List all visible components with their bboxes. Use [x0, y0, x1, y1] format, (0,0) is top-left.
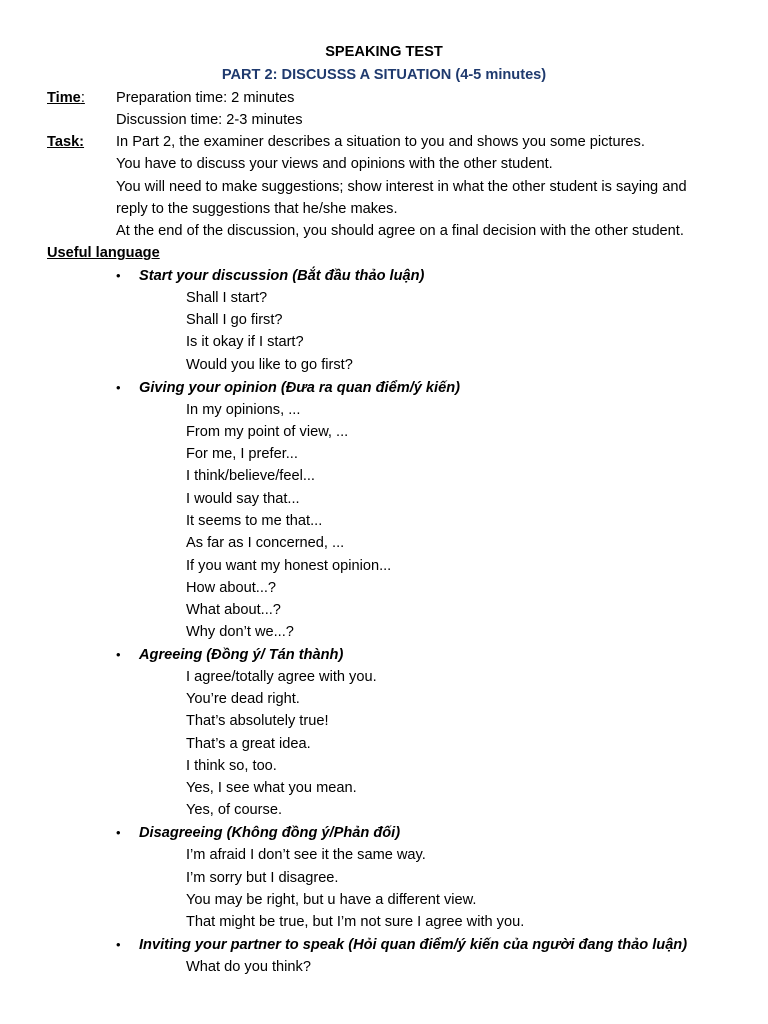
- time-line: Preparation time: 2 minutes: [116, 90, 295, 106]
- document-subtitle: PART 2: DISCUSSS A SITUATION (4-5 minutes): [221, 67, 547, 83]
- phrase-item: Yes, of course.: [186, 802, 282, 818]
- section-heading: Start your discussion (Bắt đầu thảo luận): [139, 268, 425, 284]
- section-heading: Giving your opinion (Đưa ra quan điểm/ý kiến): [139, 380, 460, 396]
- task-line: reply to the suggestions that he/she makes.: [116, 201, 398, 217]
- time-line: Discussion time: 2-3 minutes: [116, 112, 303, 128]
- useful-language-heading: Useful language: [47, 245, 160, 261]
- phrase-item: As far as I concerned, ...: [186, 535, 345, 551]
- phrase-item: In my opinions, ...: [186, 402, 301, 418]
- bullet-icon: •: [116, 380, 121, 395]
- time-label: Time:: [47, 90, 85, 106]
- phrase-item: That might be true, but I’m not sure I agree with you.: [186, 914, 525, 930]
- bullet-icon: •: [116, 937, 121, 952]
- section-heading: Disagreeing (Không đồng ý/Phản đối): [139, 825, 401, 841]
- bullet-icon: •: [116, 647, 121, 662]
- phrase-item: I’m afraid I don’t see it the same way.: [186, 847, 426, 863]
- task-line: In Part 2, the examiner describes a situation to you and shows you some pictures.: [116, 134, 645, 150]
- section-heading: Agreeing (Đồng ý/ Tán thành): [139, 647, 344, 663]
- document-title: SPEAKING TEST: [325, 44, 443, 60]
- phrase-item: Shall I go first?: [186, 312, 283, 328]
- phrase-item: What about...?: [186, 602, 281, 618]
- bullet-icon: •: [116, 825, 121, 840]
- phrase-item: That’s a great idea.: [186, 736, 311, 752]
- task-line: You have to discuss your views and opinions with the other student.: [116, 156, 553, 172]
- phrase-item: What do you think?: [186, 959, 311, 975]
- phrase-item: Shall I start?: [186, 290, 268, 306]
- section-heading: Inviting your partner to speak (Hỏi quan điểm/ý kiến của người đang thảo luận): [139, 937, 688, 953]
- phrase-item: Is it okay if I start?: [186, 334, 304, 350]
- phrase-item: I think so, too.: [186, 758, 277, 774]
- phrase-item: From my point of view, ...: [186, 424, 349, 440]
- phrase-item: I’m sorry but I disagree.: [186, 870, 339, 886]
- phrase-item: You may be right, but u have a different view.: [186, 892, 477, 908]
- phrase-item: It seems to me that...: [186, 513, 323, 529]
- phrase-item: Why don’t we...?: [186, 624, 294, 640]
- phrase-item: If you want my honest opinion...: [186, 558, 392, 574]
- task-line: At the end of the discussion, you should agree on a final decision with the other student.: [116, 223, 684, 239]
- task-label: Task:: [47, 134, 85, 150]
- phrase-item: Yes, I see what you mean.: [186, 780, 357, 796]
- phrase-item: For me, I prefer...: [186, 446, 298, 462]
- phrase-item: That’s absolutely true!: [186, 713, 329, 729]
- task-line: You will need to make suggestions; show interest in what the other student is saying and: [116, 179, 687, 195]
- phrase-item: I agree/totally agree with you.: [186, 669, 377, 685]
- phrase-item: I think/believe/feel...: [186, 468, 315, 484]
- phrase-item: Would you like to go first?: [186, 357, 353, 373]
- bullet-icon: •: [116, 268, 121, 283]
- phrase-item: I would say that...: [186, 491, 300, 507]
- phrase-item: How about...?: [186, 580, 277, 596]
- phrase-item: You’re dead right.: [186, 691, 300, 707]
